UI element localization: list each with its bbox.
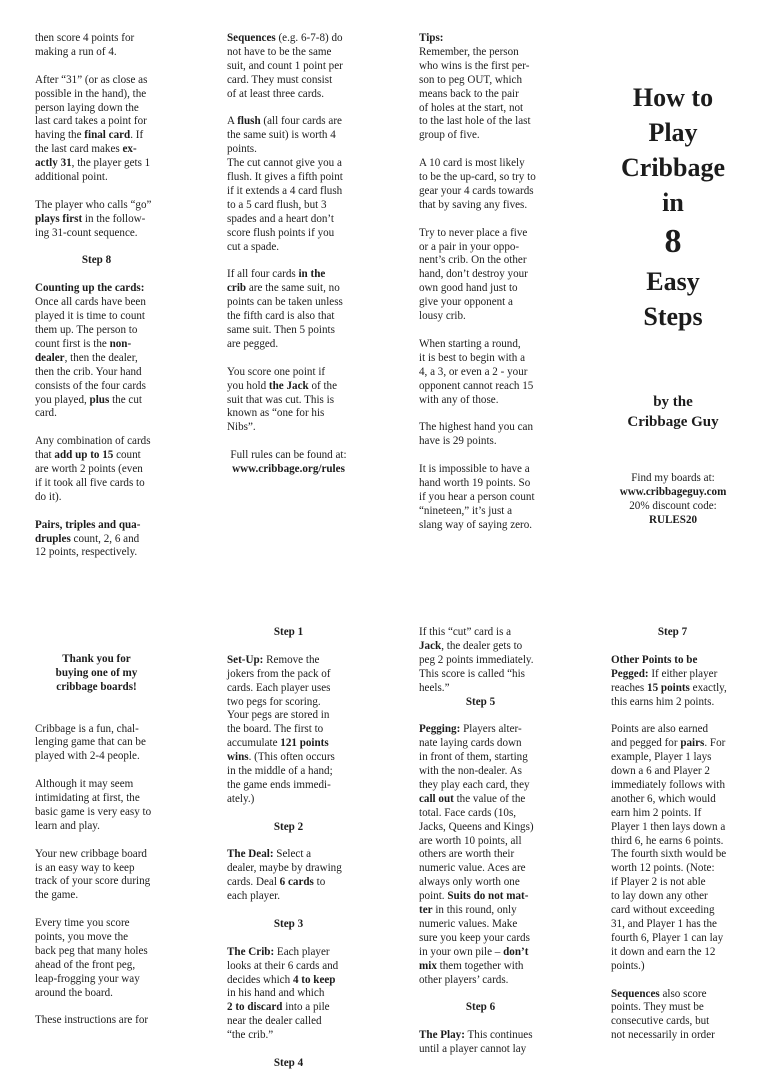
step-5-label: Step 5 [465,695,496,708]
tip-highest-hand: The highest hand you can have is 29 points. [419,421,533,448]
cover-promo: Find my boards at: www.cribbageguy.com 20% discount code: RULES20 [598,472,748,528]
rules-link[interactable]: www.cribbage.org/rules [232,463,345,476]
pegging-board-text: Every time you score points, you move the back peg that many holes ahead of the front peg, leap-frogging your way around the board. [35,917,148,999]
tip-ten-card: A 10 card is most likely to be the up-card, so try to gear your 4 cards towards that by saving any fives. [419,157,536,211]
fifteen-rule-text: Any combination of cards that add up to 15 count are worth 2 points (even if it took all five cards to do it). [35,435,151,503]
column-bottom-1 [35,653,158,1042]
sequences-text: Sequences (e.g. 6-7-8) do not have to be the same suit, and count 1 point per card. They must consist of at least three cards. [227,32,343,100]
step-4-label: Step 4 [273,1057,304,1069]
tip-crib: Try to never place a five or a pair in your oppo- nent’s crib. On the other hand, don’t destroy your own good hand just to give your opponent a lousy crib. [419,226,528,323]
discount-code: RULES20 [648,513,698,526]
thanks-heading: Thank you for buying one of my cribbage boards! [55,653,138,693]
easy-text: Although it may seem intimidating at first, the basic game is very easy to learn and play. [35,778,152,832]
step-8-label: Step 8 [81,254,112,267]
cover-byline: by the Cribbage Guy [627,394,719,430]
crib-flush-text: If all four cards in the crib are the same suit, no points can be taken unless the fifth card is also that same suit. Then 5 points are pegged. [227,268,343,350]
go-rule-text: The player who calls “go” plays first in the follow- ing 31-count sequence. [35,198,152,239]
step-2-label: Step 2 [273,820,304,833]
nibs-text: You score one point if you hold the Jack of the suit that was cut. This is known as “one for his Nibs”. [227,365,338,434]
column-top-2 [227,32,350,491]
step-7-text: Other Points to be Pegged: If either player reaches 15 points exactly, this earns him 2 points. [611,653,727,708]
step-8-text: Counting up the cards: Once all cards have been played it is time to count them up. The person to count first is the non- dealer, then the dealer, then the crib. Your hand consists of the four cards you played, plus the cut card. [35,282,146,420]
cover-title: How to Play Cribbage in 8 Easy Steps [621,83,725,331]
promo-link[interactable]: www.cribbageguy.com [619,485,727,498]
step-3-label: Step 3 [273,917,304,930]
step-6-label: Step 6 [465,1001,496,1014]
step-3-text: The Crib: Each player looks at their 6 cards and decides which 4 to keep in his hand and which 2 to discard into a pile near the dealer called “the crib.” [227,945,339,1042]
step-7-title: Other Points to be Pegged: [611,653,698,680]
step-1-text: Set-Up: Remove the jokers from the pack of cards. Each player uses two pegs for scoring. Your pegs are stored in the board. The first to accumulate 121 points wins. (This often occurs in the middle of a hand; the game ends immedi- ately.) [227,653,335,805]
step-2-text: The Deal: Select a dealer, maybe by drawing cards. Deal 6 cards to each player. [227,848,342,903]
intro-text: Cribbage is a fun, chal- lenging game that can be played with 2-4 people. [35,722,146,763]
tips-label: Tips: [419,32,444,44]
tip-starting: When starting a round, it is best to begin with a 4, a 3, or even a 2 - your opponent cannot reach 15 with any of those. [419,337,534,406]
column-bottom-2 [227,626,350,1085]
tips-text: Tips: Remember, the person who wins is the first per- son to peg OUT, which means back to the pair of holes at the start, not to the last hole of the last group of five. [419,32,531,142]
flush-text: A flush (all four cards are the same suit) is worth 4 points. The cut cannot give you a flush. It gives a fifth point if it extends a 4 card flush to a 5 card flush, but 3 spades and a heart don’t score flush points if you cut a spade. [227,115,343,253]
board-text: Your new cribbage board is an easy way to keep track of your score during the game. [35,847,151,902]
his-heels-text: If this “cut” card is a Jack, the dealer gets to peg 2 points immediately. This score is called “his heels.” [419,626,534,694]
step-1-title: Set-Up: [227,653,264,666]
step-2-title: The Deal: [227,848,274,861]
column-bottom-4 [611,626,734,1057]
run-of-4-text: then score 4 points for making a run of 4. [35,32,135,58]
instructions-text: These instructions are for [35,1014,149,1027]
pairs-rule-text: Pairs, triples and qua- druples count, 2, 6 and 12 points, respectively. [35,518,141,559]
step-1-label: Step 1 [273,626,304,638]
full-rules-text: Full rules can be found at: www.cribbage.org/rules [230,449,347,476]
step-7-label: Step 7 [657,626,688,638]
step-5-title: Pegging: [419,723,461,736]
column-top-3 [419,32,542,546]
pairs-pegging-text: Points are also earned and pegged for pairs. For example, Player 1 lays down a 6 and Player 2 immediately follows with another 6, which would earn him 2 points. If Player 1 then lays down a third 6, he earns 6 points. The fourth sixth would be worth 12 points. (Note: if Player 2 is not able to lay down any other card without exceeding 31, and Player 1 has the fourth 6, Player 1 can lay it down and earn the 12 points.) [611,723,727,972]
step-8-title: Counting up the cards: [35,282,145,295]
step-6-text: The Play: This continues until a player cannot lay [419,1029,533,1056]
column-top-1 [35,32,158,574]
column-bottom-3 [419,626,542,1071]
step-5-text: Pegging: Players alter- nate laying cards down in front of them, starting with the non-dealer. As they play each card, they call out the value of the total. Face cards (10s, Jacks, Queens and Kings) are worth 10 points, all others are worth their numeric value. Aces are always only worth one point. Suits do not mat- ter in this round, only numeric values. Make sure you keep your cards in your own pile – don’t mix them together with other players’ cards. [419,723,534,986]
step-6-title: The Play: [419,1029,465,1042]
last-card-text: After “31” (or as close as possible in the hand), the person laying down the last card takes a point for having the final card. If the last card makes ex- actly 31, the player gets 1 additional point. [35,73,151,184]
sequences-pegging-text: Sequences also score points. They must be consecutive cards, but not necessarily in order [611,987,715,1042]
tip-nineteen: It is impossible to have a hand worth 19 points. So if you hear a person count “nineteen,” it’s just a slang way of saying zero. [419,463,535,531]
step-3-title: The Crib: [227,945,275,958]
